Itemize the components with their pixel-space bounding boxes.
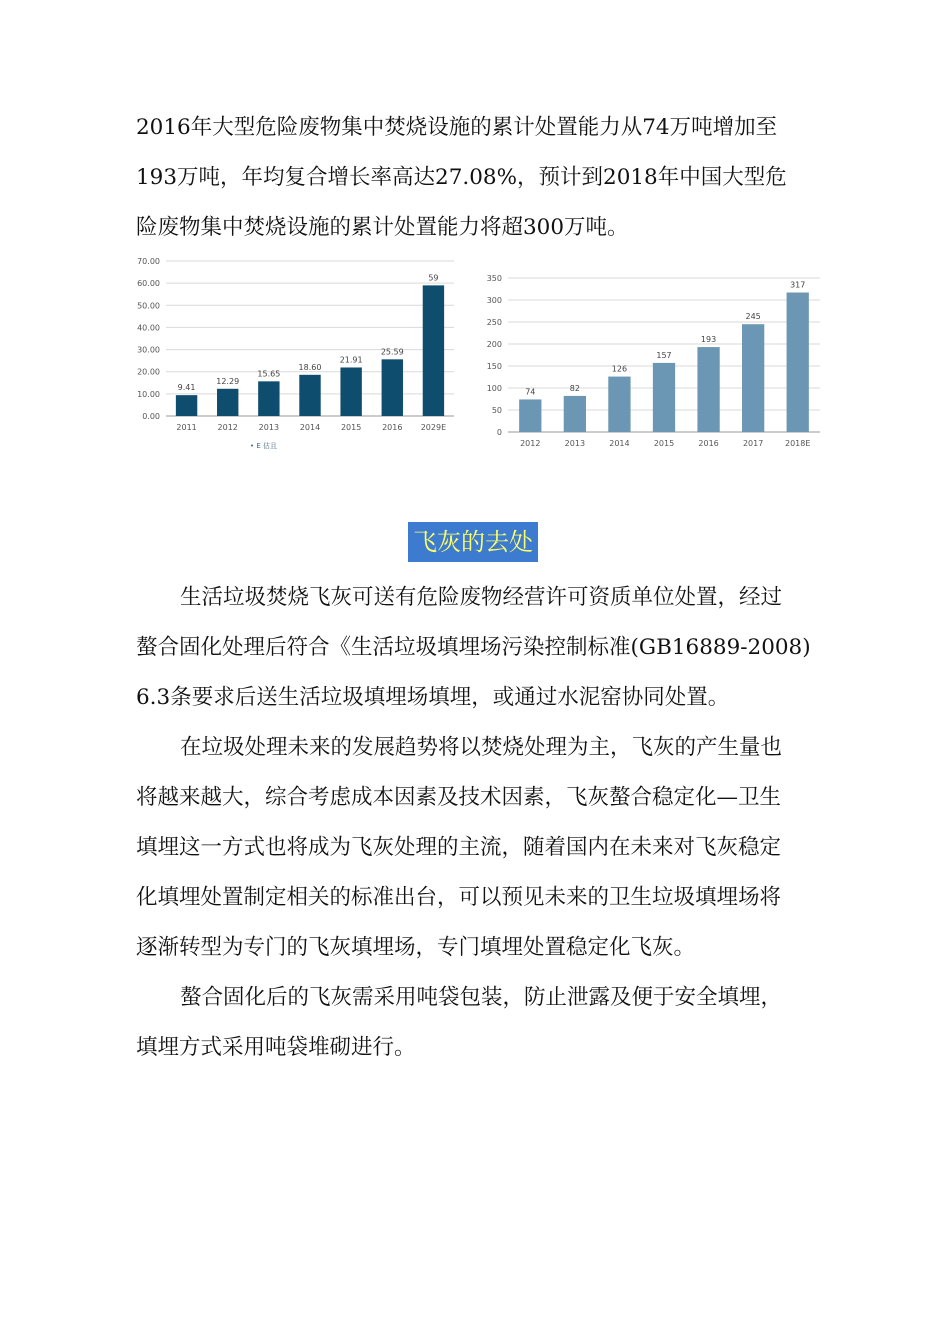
body-line: 将越来越大，综合考虑成本因素及技术因素，飞灰螯合稳定化—卫生 bbox=[136, 785, 782, 810]
body-paragraph bbox=[136, 573, 816, 723]
y-tick-label: 200 bbox=[486, 340, 502, 349]
x-tick-label: 2016 bbox=[698, 439, 719, 448]
bar-value-label: 9.41 bbox=[177, 383, 196, 393]
bar bbox=[787, 293, 809, 432]
bar bbox=[382, 359, 403, 416]
x-tick-label: 2029E bbox=[420, 423, 447, 432]
body-line: 生活垃圾焚烧飞灰可送有危险废物经营许可资质单位处置，经过 bbox=[180, 585, 783, 610]
y-tick-label: 300 bbox=[486, 296, 502, 305]
y-tick-label: 350 bbox=[486, 274, 502, 283]
x-tick-label: 2015 bbox=[340, 423, 362, 432]
section-heading: 飞灰的去处 bbox=[408, 522, 538, 562]
x-tick-label: 2012 bbox=[217, 423, 238, 432]
bar bbox=[608, 377, 630, 432]
bar-value-label: 15.65 bbox=[257, 369, 281, 379]
x-tick-label: 2014 bbox=[299, 423, 321, 432]
y-tick-label: 50 bbox=[491, 406, 502, 415]
chart-footnote: • E 估且 bbox=[250, 442, 278, 450]
cumulative-capacity-chart-svg bbox=[476, 268, 824, 452]
body-line: 6.3条要求后送生活垃圾填埋场填埋，或通过水泥窑协同处置。 bbox=[136, 685, 730, 710]
bar bbox=[340, 367, 361, 416]
bar bbox=[423, 285, 444, 416]
x-tick-label: 2016 bbox=[382, 423, 403, 432]
body-paragraph bbox=[136, 723, 816, 973]
bar-value-label: 21.91 bbox=[339, 355, 363, 365]
cumulative-capacity-chart bbox=[476, 268, 824, 452]
bar-value-label: 82 bbox=[569, 383, 580, 393]
bar bbox=[217, 389, 238, 416]
bar bbox=[519, 399, 541, 432]
bar bbox=[697, 347, 719, 432]
y-tick-label: 100 bbox=[486, 384, 502, 393]
x-tick-label: 2011 bbox=[176, 423, 197, 432]
y-tick-label: 40.00 bbox=[137, 323, 160, 333]
y-tick-label: 10.00 bbox=[137, 389, 160, 399]
bar bbox=[564, 396, 586, 432]
body-line: 化填埋处置制定相关的标准出台，可以预见未来的卫生垃圾填埋场将 bbox=[136, 885, 782, 910]
bar bbox=[258, 381, 279, 416]
y-tick-label: 60.00 bbox=[137, 279, 160, 289]
y-tick-label: 30.00 bbox=[137, 345, 160, 355]
y-tick-label: 250 bbox=[486, 318, 502, 327]
body-line: 填埋方式采用吨袋堆砌进行。 bbox=[136, 1035, 416, 1060]
bar-value-label: 157 bbox=[656, 350, 672, 360]
bar-value-label: 317 bbox=[790, 280, 806, 290]
y-tick-label: 50.00 bbox=[137, 301, 160, 311]
body-line: 螯合固化后的飞灰需采用吨袋包装，防止泄露及便于安全填埋， bbox=[180, 985, 783, 1010]
y-tick-label: 0.00 bbox=[142, 412, 160, 421]
body-paragraph bbox=[136, 973, 816, 1073]
bar bbox=[299, 375, 320, 416]
bar-value-label: 74 bbox=[525, 387, 536, 397]
intro-line: 2016年大型危险废物集中焚烧设施的累计处置能力从74万吨增加至 bbox=[136, 115, 778, 140]
body-line: 在垃圾处理未来的发展趋势将以焚烧处理为主，飞灰的产生量也 bbox=[180, 735, 783, 760]
y-tick-label: 150 bbox=[486, 362, 502, 371]
bar-value-label: 245 bbox=[745, 312, 761, 322]
bar-value-label: 126 bbox=[611, 364, 628, 374]
bar-value-label: 59 bbox=[428, 273, 439, 283]
y-tick-label: 70.00 bbox=[137, 257, 160, 266]
x-tick-label: 2013 bbox=[564, 439, 586, 448]
bar bbox=[653, 363, 675, 432]
intro-line: 险废物集中焚烧设施的累计处置能力将超300万吨。 bbox=[136, 215, 629, 240]
intro-paragraph bbox=[136, 103, 816, 253]
capacity-growth-chart-svg bbox=[128, 254, 460, 450]
bar-value-label: 18.60 bbox=[298, 362, 322, 372]
bar-value-label: 25.59 bbox=[380, 347, 404, 357]
bar-value-label: 12.29 bbox=[216, 376, 240, 386]
x-tick-label: 2018E bbox=[785, 439, 811, 448]
bar bbox=[742, 324, 764, 432]
body-line: 螯合固化处理后符合《生活垃圾填埋场污染控制标准(GB16889-2008) bbox=[136, 635, 811, 660]
y-tick-label: 20.00 bbox=[137, 367, 160, 377]
x-tick-label: 2014 bbox=[609, 439, 630, 448]
x-tick-label: 2015 bbox=[653, 439, 675, 448]
bar-value-label: 193 bbox=[700, 335, 717, 345]
x-tick-label: 2013 bbox=[258, 423, 280, 432]
x-tick-label: 2017 bbox=[742, 439, 764, 448]
y-tick-label: 0 bbox=[496, 428, 502, 437]
x-tick-label: 2012 bbox=[520, 439, 541, 448]
body-line: 填埋这一方式也将成为飞灰处理的主流，随着国内在未来对飞灰稳定 bbox=[136, 835, 782, 860]
capacity-growth-chart bbox=[128, 254, 460, 450]
bar bbox=[176, 395, 197, 416]
body-line: 逐渐转型为专门的飞灰填埋场，专门填埋处置稳定化飞灰。 bbox=[136, 935, 696, 960]
intro-line: 193万吨，年均复合增长率高达27.08%，预计到2018年中国大型危 bbox=[136, 165, 787, 190]
